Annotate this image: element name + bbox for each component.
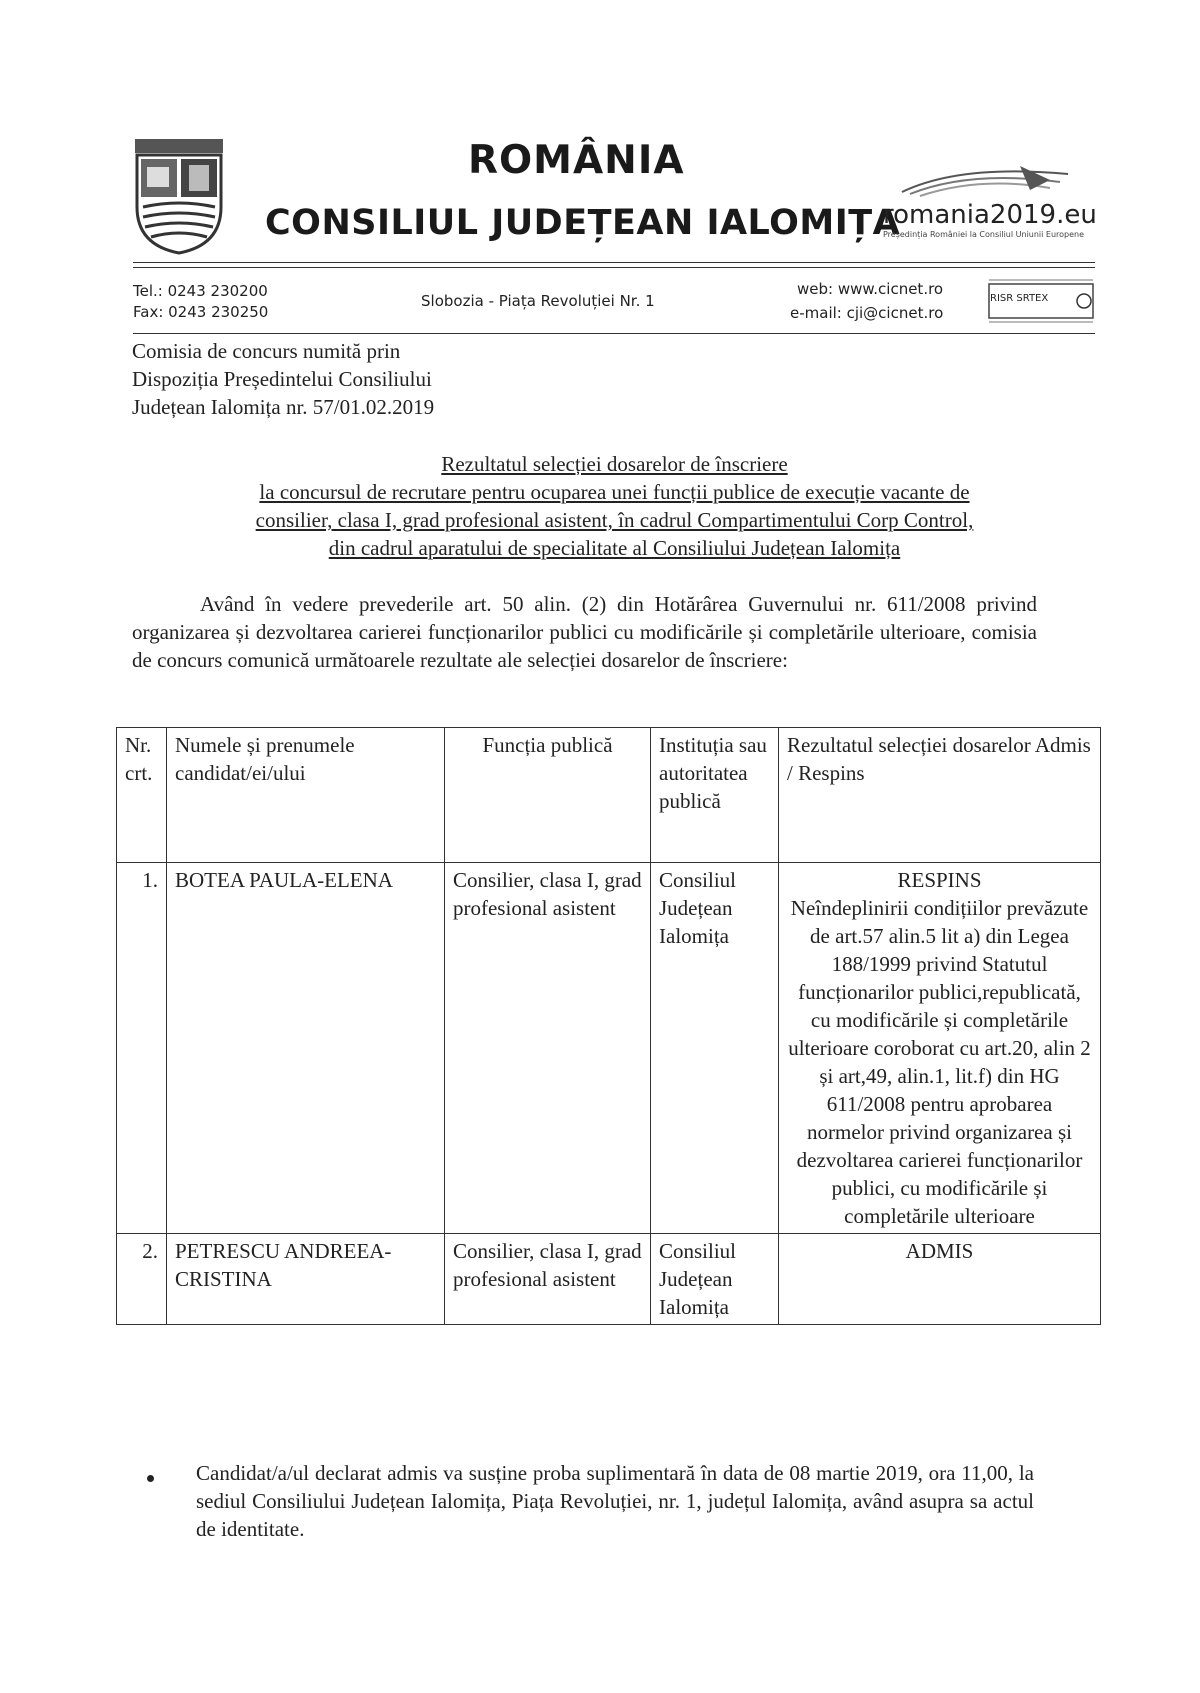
email-link[interactable]: e-mail: cji@cicnet.ro <box>790 304 944 322</box>
header-divider <box>133 262 1095 263</box>
column-header-function: Funcția publică <box>445 728 651 863</box>
commission-line: Județean Ialomița nr. 57/01.02.2019 <box>132 395 435 419</box>
bullet-icon <box>147 1475 154 1482</box>
address: Slobozia - Piața Revoluției Nr. 1 <box>421 292 655 310</box>
note-paragraph: Candidat/a/ul declarat admis va susține proba suplimentară în data de 08 martie 2019, ora 11,00, la sediul Consiliului Județean Ialomița, Piața Revoluției, nr. 1, județul Ialomița, având asupra sa actul de identitate. <box>196 1461 1034 1541</box>
result-reason: Neîndeplinirii condițiilor prevăzute de art.57 alin.5 lit a) din Legea 188/1999 privind Statutul funcționarilor publici,republicată, cu modificările și completările ulterioare coroborat cu art.20, alin 2 și art,49, alin.1, lit.f) din HG 611/2008 pentru aprobarea normelor privind organizarea și dezvoltarea carierei funcționarilor publici, cu modificările și completările ulterioare <box>788 896 1091 1228</box>
document-subtitle-line: consilier, clasa I, grad profesional asistent, în cadrul Compartimentului Corp Control, <box>255 508 974 532</box>
institution: Consiliul Județean Ialomița <box>651 863 779 1234</box>
table-row <box>117 1234 1101 1325</box>
country-title: ROMÂNIA <box>468 138 685 183</box>
public-function: Consilier, clasa I, grad profesional asistent <box>445 863 651 1234</box>
selection-result-cell <box>779 863 1101 1234</box>
results-table <box>116 727 1101 1325</box>
certification-label: RISR SRTEX <box>990 293 1049 304</box>
commission-block <box>132 337 434 421</box>
website-link[interactable]: web: www.cicnet.ro <box>797 280 944 298</box>
intro-paragraph: Având în vedere prevederile art. 50 alin. (2) din Hotărârea Guvernului nr. 611/2008 privind organizarea și dezvoltarea carierei funcționarilor publici cu modificările și completările ulterioare, comisia de concurs comunică următoarele rezultate ale selecției dosarelor de înscriere: <box>132 592 1037 672</box>
fax-number: Fax: 0243 230250 <box>133 303 269 321</box>
council-title: CONSILIUL JUDEȚEAN IALOMIȚA <box>265 203 901 243</box>
commission-line: Comisia de concurs numită prin <box>132 339 401 363</box>
table-row <box>117 863 1101 1234</box>
coat-of-arms-icon <box>133 137 225 255</box>
contact-divider <box>133 333 1095 334</box>
header-divider-2 <box>133 267 1095 268</box>
row-number: 2. <box>117 1234 167 1325</box>
public-function: Consilier, clasa I, grad profesional asistent <box>445 1234 651 1325</box>
column-header-nr: Nr. crt. <box>117 728 167 863</box>
candidate-name: BOTEA PAULA-ELENA <box>167 863 445 1234</box>
candidate-name: PETRESCU ANDREEA-CRISTINA <box>167 1234 445 1325</box>
column-header-result: Rezultatul selecției dosarelor Admis / Respins <box>779 728 1101 863</box>
selection-result-cell <box>779 1234 1101 1325</box>
column-header-institution: Instituția sau autoritatea publică <box>651 728 779 863</box>
brand-tagline: Președinția României la Consiliul Uniunii Europene <box>883 230 1085 239</box>
row-number: 1. <box>117 863 167 1234</box>
institution: Consiliul Județean Ialomița <box>651 1234 779 1325</box>
brand-site: romania2019.eu <box>883 200 1097 230</box>
result-status: RESPINS <box>897 868 982 892</box>
document-subtitle-line: la concursul de recrutare pentru ocuparea unei funcții publice de execuție vacante de <box>259 480 970 504</box>
column-header-name: Numele și prenumele candidat/ei/ului <box>167 728 445 863</box>
document-subtitle-line: din cadrul aparatului de specialitate al Consiliului Județean Ialomița <box>328 536 901 560</box>
commission-line: Dispoziția Președintelui Consiliului <box>132 367 432 391</box>
table-header-row <box>117 728 1101 863</box>
document-title: Rezultatul selecției dosarelor de înscriere <box>441 452 788 476</box>
result-status: ADMIS <box>905 1239 974 1263</box>
romania2019-logo-icon <box>900 160 1070 200</box>
phone-number: Tel.: 0243 230200 <box>133 282 268 300</box>
